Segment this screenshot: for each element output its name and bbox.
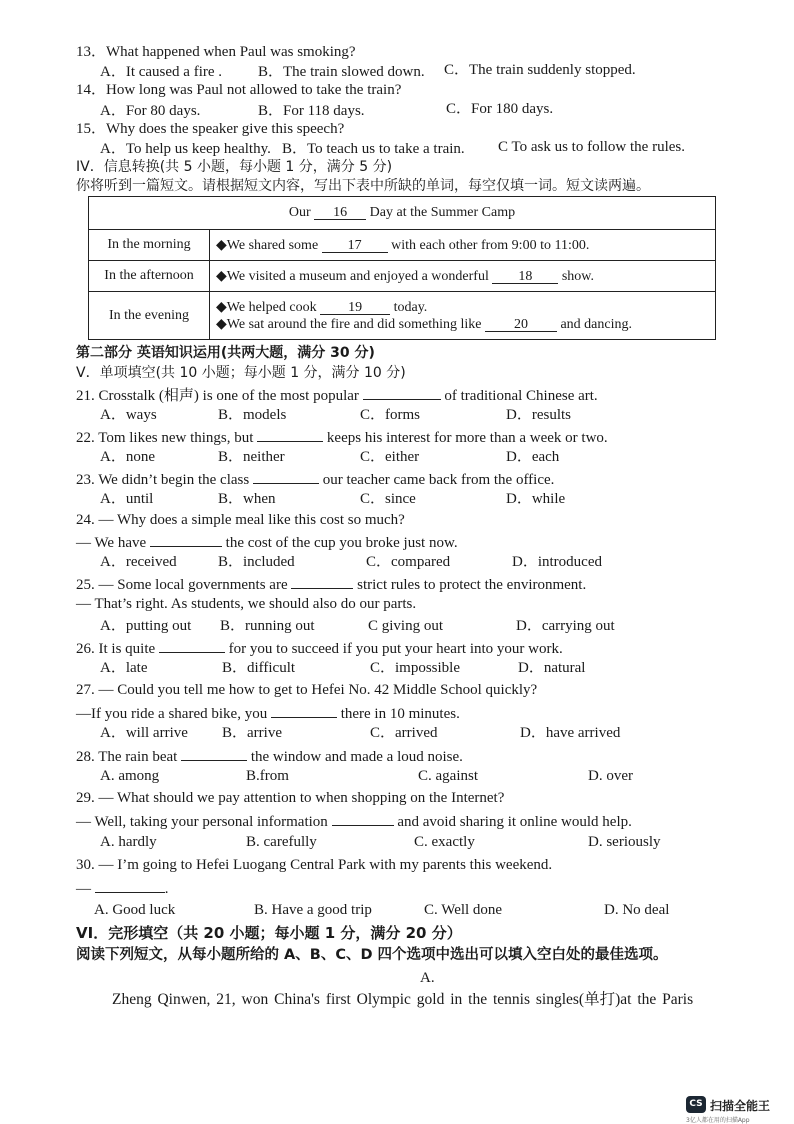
q27-option-c: C．arrived [370, 725, 438, 741]
q25-blank[interactable] [291, 574, 353, 589]
q28-option-a: A. among [100, 768, 160, 784]
q23-option-c: C．since [360, 491, 416, 507]
q13-option-a: A．It caused a fire . [100, 64, 223, 80]
section6-title: VI．完形填空（共 20 小题；每小题 1 分，满分 20 分） [76, 924, 462, 942]
q22-option-b: B．neither [218, 449, 285, 465]
q23-option-d: D．while [506, 491, 566, 507]
row-content-morning: ◆We shared some 17 with each other from 9:00 to 11:00. [210, 230, 716, 261]
q25-option-d: D．carrying out [516, 618, 615, 634]
q22-option-a: A．none [100, 449, 155, 465]
q27-stem: 27. — Could you tell me how to get to Hefei No. 42 Middle School quickly? [76, 682, 538, 698]
q30-option-a: A. Good luck [94, 902, 176, 918]
blank-20[interactable]: 20 [485, 317, 557, 332]
q30-stem: 30. — I’m going to Hefei Luogang Central Park with my parents this weekend. [76, 857, 553, 873]
q26-blank[interactable] [159, 638, 225, 653]
q26-option-a: A．late [100, 660, 148, 676]
q22-stem: 22. Tom likes new things, but keeps his interest for more than a week or two. [76, 427, 608, 447]
q24-option-c: C．compared [366, 554, 451, 570]
q25-option-b: B．running out [220, 618, 315, 634]
q25-reply: — That’s right. As students, we should also do our parts. [76, 596, 417, 612]
q21-option-d: D．results [506, 407, 571, 423]
q23-blank[interactable] [253, 469, 319, 484]
q23-option-b: B．when [218, 491, 276, 507]
q24-reply: — We have the cost of the cup you broke just now. [76, 532, 458, 552]
q30-reply: — . [76, 878, 169, 898]
scanner-logo-icon: CS [686, 1096, 706, 1113]
q15-option-b: B．To teach us to take a train. [282, 141, 465, 157]
blank-16[interactable]: 16 [314, 205, 366, 220]
q26-option-c: C．impossible [370, 660, 461, 676]
row-label-evening: In the evening [89, 292, 210, 340]
q27-option-a: A．will arrive [100, 725, 188, 741]
q24-blank[interactable] [150, 532, 222, 547]
q13-stem: 13．What happened when Paul was smoking? [76, 44, 356, 60]
q27-option-b: B．arrive [222, 725, 282, 741]
q27-blank[interactable] [271, 703, 337, 718]
q25-stem: 25. — Some local governments are strict rules to protect the environment. [76, 574, 586, 594]
q15-option-a: A．To help us keep healthy. [100, 141, 271, 157]
row-label-afternoon: In the afternoon [89, 261, 210, 292]
blank-19[interactable]: 19 [320, 300, 390, 315]
section4-instruction: 你将听到一篇短文。请根据短文内容，写出下表中所缺的单词，每空仅填一词。短文读两遍。 [76, 178, 650, 194]
q22-blank[interactable] [257, 427, 323, 442]
q13-option-c: C．The train suddenly stopped. [444, 62, 636, 78]
q27-reply: —If you ride a shared bike, you there in 10 minutes. [76, 703, 460, 723]
q21-option-a: A．ways [100, 407, 157, 423]
q15-stem: 15．Why does the speaker give this speech? [76, 121, 345, 137]
q28-blank[interactable] [181, 746, 247, 761]
q26-stem: 26. It is quite for you to succeed if you put your heart into your work. [76, 638, 563, 658]
q28-stem: 28. The rain beat the window and made a loud noise. [76, 746, 463, 766]
q30-option-d: D. No deal [604, 902, 670, 918]
passage-first-line: Zheng Qinwen, 21, won China's first Olympic gold in the tennis singles(单打)at the Paris [112, 991, 694, 1008]
q30-option-c: C. Well done [424, 902, 503, 918]
q22-option-c: C．either [360, 449, 420, 465]
q30-option-b: B. Have a good trip [254, 902, 372, 918]
q25-option-c: C giving out [368, 618, 444, 634]
q14-option-c: C．For 180 days. [446, 101, 554, 117]
q24-stem: 24. — Why does a simple meal like this cost so much? [76, 512, 405, 528]
q29-reply: — Well, taking your personal information and avoid sharing it online would help. [76, 811, 632, 831]
q29-option-b: B. carefully [246, 834, 317, 850]
q29-stem: 29. — What should we pay attention to when shopping on the Internet? [76, 790, 505, 806]
table-heading: Our 16 Day at the Summer Camp [89, 197, 716, 230]
section4-title: IV．信息转换(共 5 小题，每小题 1 分，满分 5 分) [76, 159, 393, 175]
q13-option-b: B．The train slowed down. [258, 64, 425, 80]
blank-17[interactable]: 17 [322, 238, 388, 253]
scanner-app-name: 扫描全能王 [710, 1099, 771, 1113]
q29-option-a: A. hardly [100, 834, 157, 850]
q21-stem: 21. Crosstalk (相声) is one of the most popular of traditional Chinese art. [76, 385, 598, 405]
q15-option-c: C To ask us to follow the rules. [498, 139, 685, 155]
row-content-afternoon: ◆We visited a museum and enjoyed a wonderful 18 show. [210, 261, 716, 292]
q29-blank[interactable] [332, 811, 394, 826]
q21-option-c: C．forms [360, 407, 421, 423]
q24-option-a: A．received [100, 554, 177, 570]
q14-option-a: A．For 80 days. [100, 103, 201, 119]
q28-option-d: D. over [588, 768, 633, 784]
q24-option-d: D．introduced [512, 554, 602, 570]
q21-blank[interactable] [363, 385, 441, 400]
part2-title: 第二部分 英语知识运用(共两大题，满分 30 分) [76, 345, 375, 361]
scanner-app-tagline: 3亿人都在用的扫描App [686, 1117, 750, 1124]
q28-option-c: C. against [418, 768, 478, 784]
q26-option-d: D．natural [518, 660, 586, 676]
section6-instruction: 阅读下列短文，从每小题所给的 A、B、C、D 四个选项中选出可以填入空白处的最佳选项。 [76, 947, 668, 963]
q26-option-b: B．difficult [222, 660, 296, 676]
q25-option-a: A．putting out [100, 618, 192, 634]
q30-blank[interactable] [95, 878, 165, 893]
q29-option-c: C. exactly [414, 834, 475, 850]
q24-option-b: B．included [218, 554, 295, 570]
q23-option-a: A．until [100, 491, 154, 507]
q23-stem: 23. We didn’t begin the class our teacher came back from the office. [76, 469, 554, 489]
blank-18[interactable]: 18 [492, 269, 558, 284]
q22-option-d: D．each [506, 449, 560, 465]
q27-option-d: D．have arrived [520, 725, 621, 741]
q14-stem: 14．How long was Paul not allowed to take the train? [76, 82, 402, 98]
q29-option-d: D. seriously [588, 834, 661, 850]
q28-option-b: B.from [246, 768, 289, 784]
passage-label: A. [420, 970, 435, 986]
row-content-evening: ◆We helped cook 19 today. ◆We sat around the fire and did something like 20 and dancing. [210, 292, 716, 340]
row-label-morning: In the morning [89, 230, 210, 261]
section5-title: V．单项填空(共 10 小题；每小题 1 分，满分 10 分) [76, 365, 406, 381]
info-table [88, 196, 716, 340]
q14-option-b: B．For 118 days. [258, 103, 365, 119]
q21-option-b: B．models [218, 407, 287, 423]
